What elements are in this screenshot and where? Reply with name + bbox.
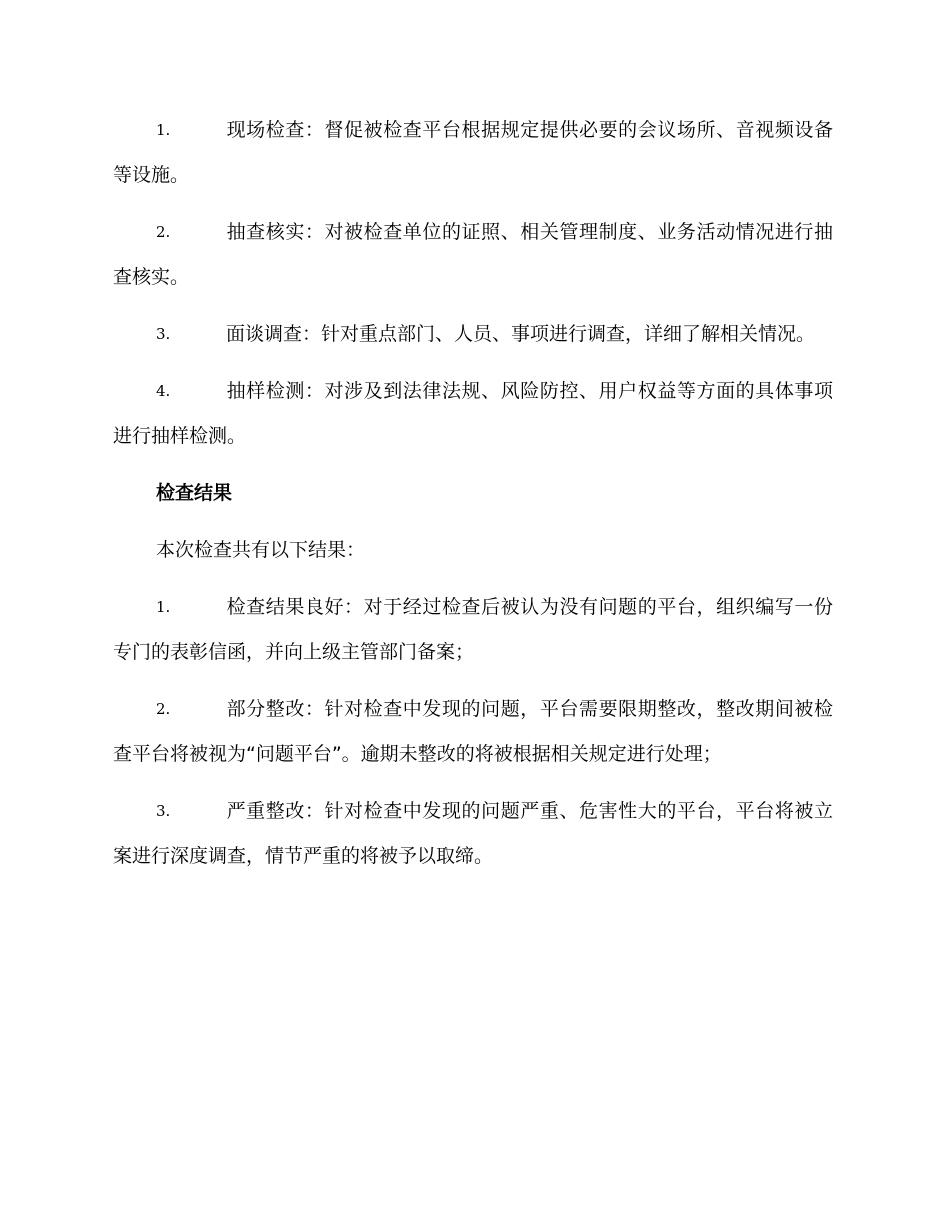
list-item	[113, 312, 833, 357]
document-page	[113, 108, 833, 891]
list-number: 2.	[156, 700, 171, 718]
list-item	[113, 210, 833, 300]
list-item	[113, 687, 833, 777]
list-number: 1.	[156, 121, 171, 139]
list-item-text: 现场检查：督促被检查平台根据规定提供必要的会议场所、音视频设备等设施。	[113, 119, 833, 186]
list-item-text: 部分整改：针对检查中发现的问题，平台需要限期整改，整改期间被检查平台将被视为“问题平台”。逾期未整改的将被根据相关规定进行处理；	[113, 698, 833, 765]
list-item-text: 面谈调查：针对重点部门、人员、事项进行调查，详细了解相关情况。	[226, 323, 816, 345]
list-number: 4.	[156, 382, 171, 400]
list-number: 2.	[156, 223, 171, 241]
list-item	[113, 585, 833, 675]
list-item	[113, 369, 833, 459]
list-item-text: 抽查核实：对被检查单位的证照、相关管理制度、业务活动情况进行抽查核实。	[113, 221, 833, 288]
list-number: 3.	[156, 325, 171, 343]
list-item	[113, 108, 833, 198]
list-item-text: 严重整改：针对检查中发现的问题严重、危害性大的平台，平台将被立案进行深度调查，情节严重的将被予以取缔。	[113, 800, 833, 867]
list-number: 3.	[156, 802, 171, 820]
section-heading: 检查结果	[156, 482, 233, 504]
list-item-text: 检查结果良好：对于经过检查后被认为没有问题的平台，组织编写一份专门的表彰信函，并向上级主管部门备案；	[113, 596, 833, 663]
list-item	[113, 789, 833, 879]
list-number: 1.	[156, 598, 171, 616]
list-item-text: 抽样检测：对涉及到法律法规、风险防控、用户权益等方面的具体事项进行抽样检测。	[113, 380, 833, 447]
section-intro: 本次检查共有以下结果：	[156, 539, 366, 561]
